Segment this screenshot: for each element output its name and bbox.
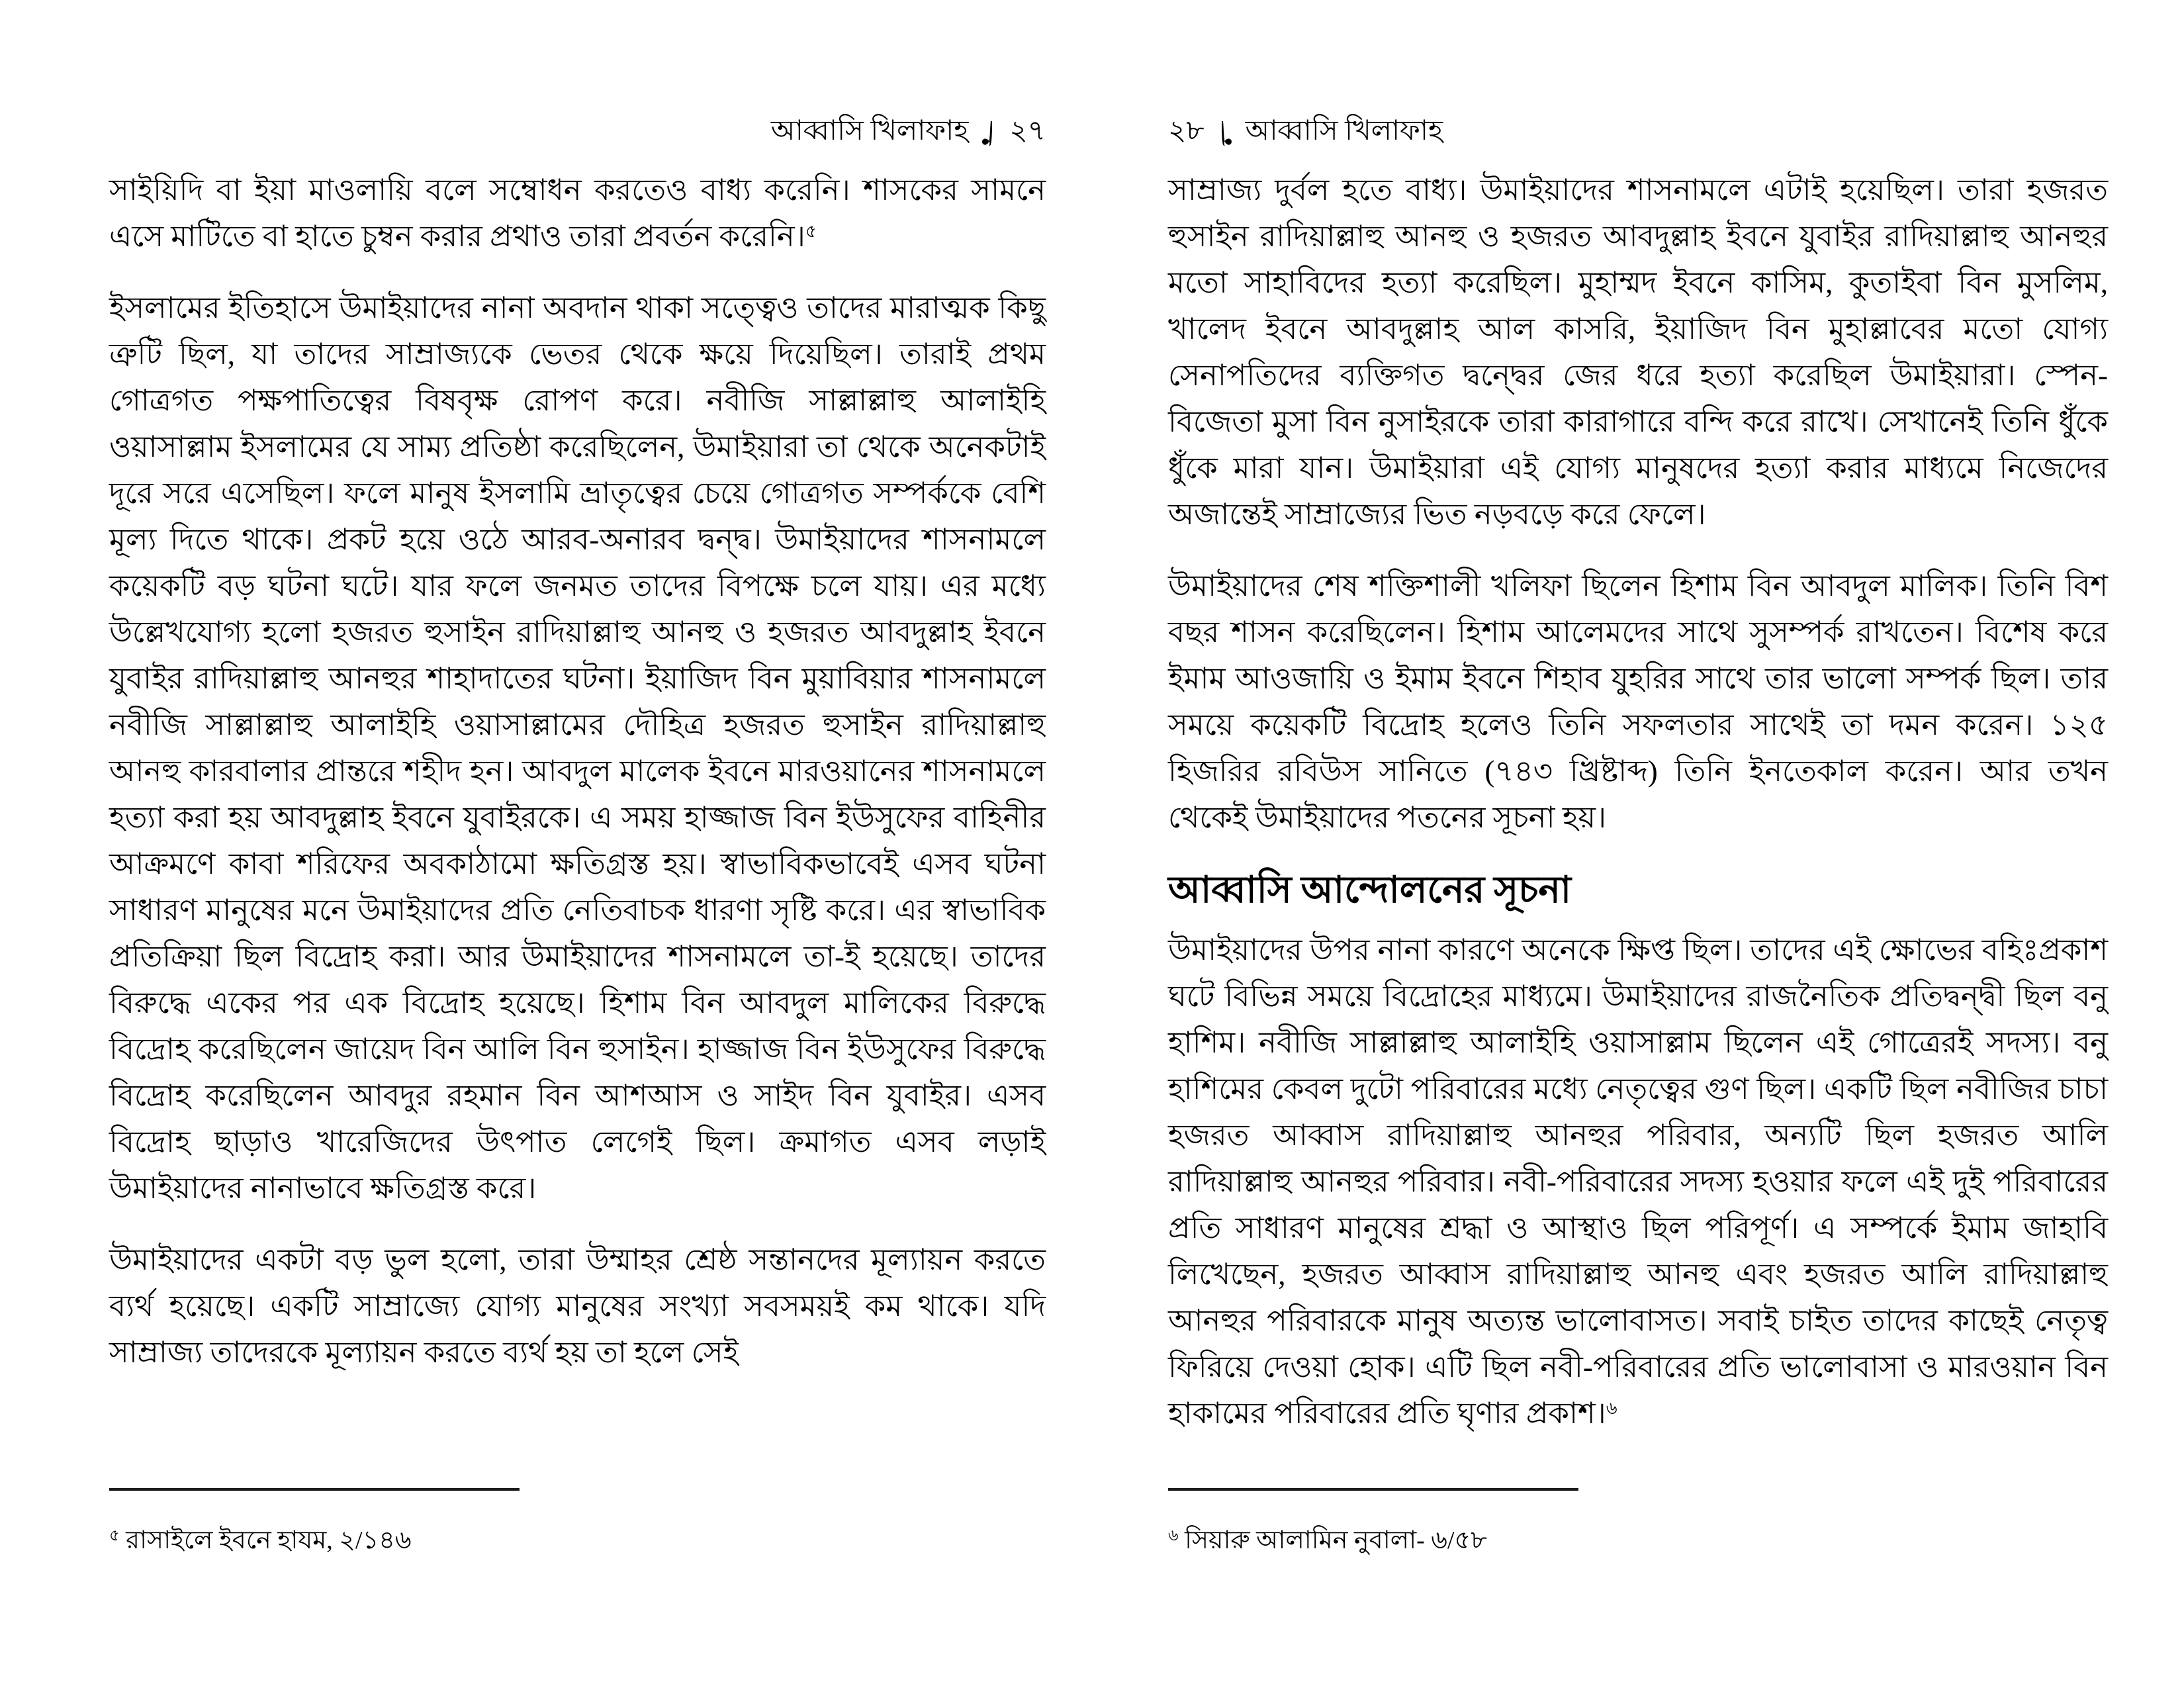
paragraph <box>1168 167 2108 538</box>
running-title: আব্বাসি খিলাফাহ <box>1245 116 1443 146</box>
paragraph <box>109 1237 1046 1376</box>
running-head-left <box>771 111 1046 151</box>
paragraph-text: সাম্রাজ্য দুর্বল হতে বাধ্য। উমাইয়াদের শাসনামলে এটাই হয়েছিল। তারা হজরত হুসাইন রাদিয়াল্লাহু আনহু ও হজরত আবদুল্লাহ ইবনে যুবাইর রাদিয়াল্লাহু আনহুর মতো সাহাবিদের হত্যা করেছিল। মুহাম্মদ ইবনে কাসিম, কুতাইবা বিন মুসলিম, খালেদ ইবনে আবদুল্লাহ আল কাসরি, ইয়াজিদ বিন মুহাল্লাবের মতো যোগ্য সেনাপতিদের ব্যক্তিগত দ্বন্দ্বের জের ধরে হত্যা করেছিল উমাইয়ারা। স্পেন-বিজেতা মুসা বিন নুসাইরকে তারা কারাগারে বন্দি করে রাখে। সেখানেই তিনি ধুঁকে ধুঁকে মারা যান। উমাইয়ারা এই যোগ্য মানুষদের হত্যা করার মাধ্যমে নিজেদের অজান্তেই সাম্রাজ্যের ভিত নড়বড়ে করে ফেলে। <box>1168 173 2108 531</box>
paragraph <box>1168 927 2108 1436</box>
paragraph-text: উমাইয়াদের একটা বড় ভুল হলো, তারা উম্মাহর শ্রেষ্ঠ সন্তানদের মূল্যায়ন করতে ব্যর্থ হয়েছে। একটি সাম্রাজ্যে যোগ্য মানুষের সংখ্যা সবসময়ই কম থাকে। যদি সাম্রাজ্য তাদেরকে মূল্যায়ন করতে ব্যর্থ হয় তা হলে সেই <box>109 1243 1046 1369</box>
fleuron-icon <box>980 118 997 144</box>
paragraph <box>109 167 1046 259</box>
footnote-marker: ৫ <box>109 1527 120 1544</box>
page-number: ২৭ <box>1009 116 1046 146</box>
section-heading: আব্বাসি আন্দোলনের সূচনা <box>1168 870 1572 911</box>
footnote-reference: ৫ <box>805 222 817 241</box>
footnote-rule <box>109 1488 520 1491</box>
footnote-text: রাসাইলে ইবনে হাযম, ২/১৪৬ <box>126 1526 412 1554</box>
page-right <box>1092 0 2184 1688</box>
paragraph-text: সাইয়িদি বা ইয়া মাওলায়ি বলে সম্বোধন করতেও বাধ্য করেনি। শাসকের সামনে এসে মাটিতে বা হাতে চুম্বন করার প্রথাও তারা প্রবর্তন করেনি। <box>109 173 1046 253</box>
running-title: আব্বাসি খিলাফাহ <box>770 116 969 146</box>
page-number: ২৮ <box>1168 116 1205 146</box>
footnote-block-left <box>109 1488 771 1558</box>
paragraph-text: উমাইয়াদের উপর নানা কারণে অনেকে ক্ষিপ্ত ছিল। তাদের এই ক্ষোভের বহিঃপ্রকাশ ঘটে বিভিন্ন সময়ে বিদ্রোহের মাধ্যমে। উমাইয়াদের রাজনৈতিক প্রতিদ্বন্দ্বী ছিল বনু হাশিম। নবীজি সাল্লাল্লাহু আলাইহি ওয়াসাল্লাম ছিলেন এই গোত্রেরই সদস্য। বনু হাশিমের কেবল দুটো পরিবারের মধ্যে নেতৃত্বের গুণ ছিল। একটি ছিল নবীজির চাচা হজরত আব্বাস রাদিয়াল্লাহু আনহুর পরিবার, অন্যটি ছিল হজরত আলি রাদিয়াল্লাহু আনহুর পরিবার। নবী-পরিবারের সদস্য হওয়ার ফলে এই দুই পরিবারের প্রতি সাধারণ মানুষের শ্রদ্ধা ও আস্থাও ছিল পরিপূর্ণ। এ সম্পর্কে ইমাম জাহাবি লিখেছেন, হজরত আব্বাস রাদিয়াল্লাহু আনহু এবং হজরত আলি রাদিয়াল্লাহু আনহুর পরিবারকে মানুষ অত্যন্ত ভালোবাসত। সবাই চাইত তাদের কাছেই নেতৃত্ব ফিরিয়ে দেওয়া হোক। এটি ছিল নবী-পরিবারের প্রতি ভালোবাসা ও মারওয়ান বিন হাকামের পরিবারের প্রতি ঘৃণার প্রকাশ। <box>1168 933 2108 1430</box>
footnote <box>1168 1519 1830 1558</box>
running-head-right <box>1168 111 1443 151</box>
paragraph-text: উমাইয়াদের শেষ শক্তিশালী খলিফা ছিলেন হিশাম বিন আবদুল মালিক। তিনি বিশ বছর শাসন করেছিলেন। হিশাম আলেমদের সাথে সুসম্পর্ক রাখতেন। বিশেষ করে ইমাম আওজায়ি ও ইমাম ইবনে শিহাব যুহরির সাথে তার ভালো সম্পর্ক ছিল। তার সময়ে কয়েকটি বিদ্রোহ হলেও তিনি সফলতার সাথেই তা দমন করেন। ১২৫ হিজরির রবিউস সানিতে (৭৪৩ খ্রিষ্টাব্দ) তিনি ইনতেকাল করেন। আর তখন থেকেই উমাইয়াদের পতনের সূচনা হয়। <box>1168 569 2108 834</box>
body-text-left <box>109 167 1046 1376</box>
body-text-right <box>1168 167 2108 1436</box>
paragraph <box>1168 563 2108 841</box>
footnote-reference: ৬ <box>1606 1399 1617 1418</box>
footnote-marker: ৬ <box>1168 1527 1179 1544</box>
fleuron-icon <box>1216 118 1234 144</box>
footnote-text: সিয়ারু আলামিন নুবালা- ৬/৫৮ <box>1185 1526 1487 1554</box>
footnote-block-right <box>1168 1488 1830 1558</box>
footnote-rule <box>1168 1488 1578 1491</box>
paragraph <box>109 285 1046 1211</box>
footnote <box>109 1519 771 1558</box>
paragraph-text: ইসলামের ইতিহাসে উমাইয়াদের নানা অবদান থাকা সত্ত্বেও তাদের মারাত্মক কিছু ত্রুটি ছিল, যা তাদের সাম্রাজ্যকে ভেতর থেকে ক্ষয়ে দিয়েছিল। তারাই প্রথম গোত্রগত পক্ষপাতিত্বের বিষবৃক্ষ রোপণ করে। নবীজি সাল্লাল্লাহু আলাইহি ওয়াসাল্লাম ইসলামের যে সাম্য প্রতিষ্ঠা করেছিলেন, উমাইয়ারা তা থেকে অনেকটাই দূরে সরে এসেছিল। ফলে মানুষ ইসলামি ভ্রাতৃত্বের চেয়ে গোত্রগত সম্পর্ককে বেশি মূল্য দিতে থাকে। প্রকট হয়ে ওঠে আরব-অনারব দ্বন্দ্ব। উমাইয়াদের শাসনামলে কয়েকটি বড় ঘটনা ঘটে। যার ফলে জনমত তাদের বিপক্ষে চলে যায়। এর মধ্যে উল্লেখযোগ্য হলো হজরত হুসাইন রাদিয়াল্লাহু আনহু ও হজরত আবদুল্লাহ ইবনে যুবাইর রাদিয়াল্লাহু আনহুর শাহাদাতের ঘটনা। ইয়াজিদ বিন মুয়াবিয়ার শাসনামলে নবীজি সাল্লাল্লাহু আলাইহি ওয়াসাল্লামের দৌহিত্র হজরত হুসাইন রাদিয়াল্লাহু আনহু কারবালার প্রান্তরে শহীদ হন। আবদুল মালেক ইবনে মারওয়ানের শাসনামলে হত্যা করা হয় আবদুল্লাহ ইবনে যুবাইরকে। এ সময় হাজ্জাজ বিন ইউসুফের বাহিনীর আক্রমণে কাবা শরিফের অবকাঠামো ক্ষতিগ্রস্ত হয়। স্বাভাবিকভাবেই এসব ঘটনা সাধারণ মানুষের মনে উমাইয়াদের প্রতি নেতিবাচক ধারণা সৃষ্টি করে। এর স্বাভাবিক প্রতিক্রিয়া ছিল বিদ্রোহ করা। আর উমাইয়াদের শাসনামলে তা-ই হয়েছে। তাদের বিরুদ্ধে একের পর এক বিদ্রোহ হয়েছে। হিশাম বিন আবদুল মালিকের বিরুদ্ধে বিদ্রোহ করেছিলেন জায়েদ বিন আলি বিন হুসাইন। হাজ্জাজ বিন ইউসুফের বিরুদ্ধে বিদ্রোহ করেছিলেন আবদুর রহমান বিন আশআস ও সাইদ বিন যুবাইর। এসব বিদ্রোহ ছাড়াও খারেজিদের উৎপাত লেগেই ছিল। ক্রমাগত এসব লড়াই উমাইয়াদের নানাভাবে ক্ষতিগ্রস্ত করে। <box>109 291 1046 1205</box>
